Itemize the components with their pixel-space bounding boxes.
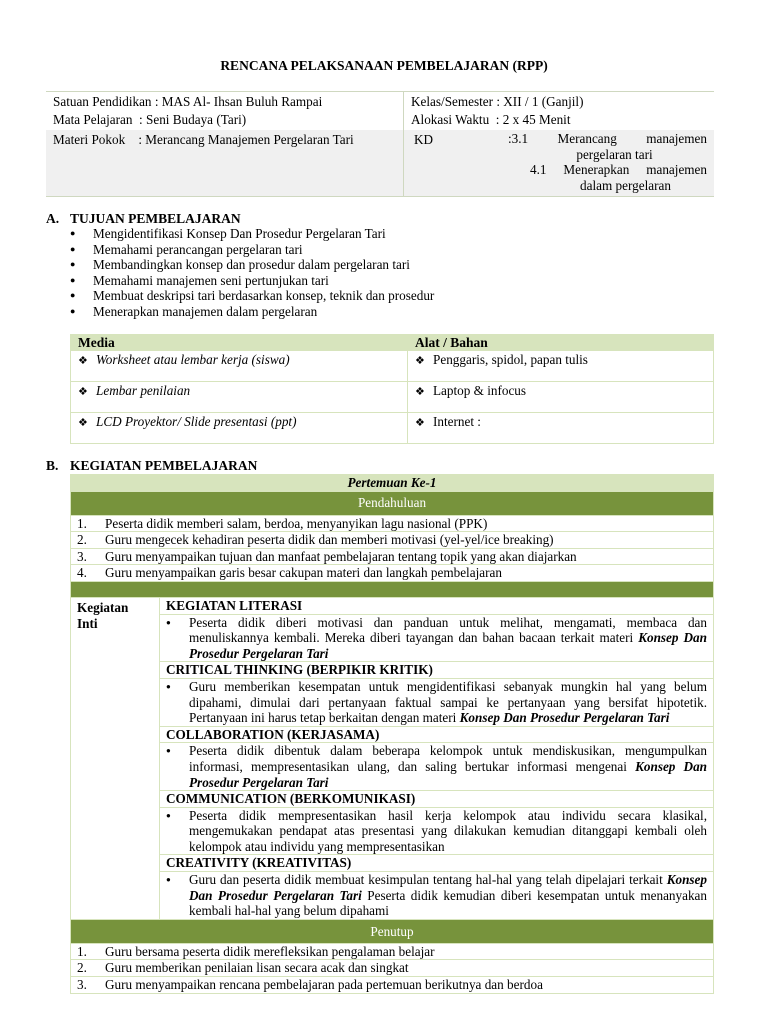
list-item: ● Memahami manajemen seni pertunjukan tari [70, 273, 710, 289]
item-number: 1. [77, 515, 87, 531]
materi-pokok: Materi Pokok : Merancang Manajemen Pergelaran Tari [53, 132, 354, 147]
item-text: Guru menyampaikan tujuan dan manfaat pembelajaran tentang topik yang akan diajarkan [105, 548, 577, 564]
kegiatan-inti-label [71, 597, 160, 919]
kegiatan-label-line: Kegiatan [77, 599, 129, 615]
section-a-heading [46, 211, 241, 227]
table-row [71, 351, 714, 382]
diamond-bullet-icon: ❖ [415, 355, 425, 367]
item-number: 4. [77, 565, 87, 581]
critical-text: ● Guru memberikan kesempatan untuk mengidentifikasi sebanyak mungkin hal yang belum dipahami, dimulai dari pertanyaan faktual sampai ke pertanyaan yang bersifat hipotetik. Pertanyaan ini harus tetap berkaitan dengan materi Konsep Dan Prosedur Pergelaran Tari [160, 678, 714, 726]
item-text: Guru menyampaikan rencana pembelajaran pada pertemuan berikutnya dan berdoa [105, 977, 543, 993]
list-item: ● Membandingkan konsep dan prosedur dalam pergelaran tari [70, 257, 710, 273]
item-number: 3. [77, 548, 87, 564]
media-cell-text: Worksheet atau lembar kerja (siswa) [96, 352, 290, 367]
item-text: Guru menyampaikan garis besar cakupan materi dan langkah pembelajaran [105, 565, 502, 581]
section-b-letter: B. [46, 458, 59, 473]
creativity-heading: CREATIVITY (KREATIVITAS) [160, 855, 714, 872]
item-number: 1. [77, 943, 87, 959]
section-a-title: TUJUAN PEMBELAJARAN [70, 211, 241, 226]
media-cell [71, 351, 408, 382]
section-a-letter: A. [46, 211, 60, 226]
mata-pelajaran: Mata Pelajaran : Seni Budaya (Tari) [53, 112, 247, 127]
alat-header: Alat / Bahan [408, 335, 714, 351]
table-row [71, 382, 714, 413]
kd-item-line: 4.1 Menerapkan manajemen [530, 162, 707, 177]
table-row [71, 532, 714, 549]
item-text: Guru memberikan penilaian lisan secara acak dan singkat [105, 960, 409, 976]
table-row [71, 548, 714, 565]
kd-item [508, 162, 707, 193]
literasi-text: ● Peserta didik diberi motivasi dan panduan untuk melihat, mengamati, membaca dan menuliskannya kembali. Mereka diberi tayangan dan bahan bacaan terkait materi Konsep Dan Prosedur Pergelaran Tari [160, 614, 714, 662]
item-number: 3. [77, 977, 87, 993]
creativity-text: ● Guru dan peserta didik membuat kesimpulan tentang hal-hal yang telah dipelajari terkait Konsep Dan Prosedur Pergelaran Tari Peserta didik kemudian diberi kesempatan untuk menanyakan kembali hal-hal yang belum dipahami [160, 872, 714, 920]
diamond-bullet-icon: ❖ [78, 355, 88, 367]
media-cell [71, 413, 408, 444]
list-item: ● Mengidentifikasi Konsep Dan Prosedur Pergelaran Tari [70, 226, 710, 242]
media-header: Media [71, 335, 408, 351]
table-row [71, 943, 714, 960]
item-number: 2. [77, 960, 87, 976]
diamond-bullet-icon: ❖ [78, 417, 88, 429]
kelas-semester: Kelas/Semester : XII / 1 (Ganjil) [411, 94, 584, 109]
document-title: RENCANA PELAKSANAAN PEMBELAJARAN (RPP) [220, 58, 548, 73]
media-cell [71, 382, 408, 413]
literasi-heading: KEGIATAN LITERASI [160, 597, 714, 614]
collaboration-text: ● Peserta didik dibentuk dalam beberapa kelompok untuk mendiskusikan, mengumpulkan informasi, mempresentasikan ulang, dan saling bertukar informasi mengenai Konsep Dan Prosedur Pergelaran Tari [160, 743, 714, 791]
table-row [71, 977, 714, 994]
identity-cell-materi [46, 130, 404, 197]
identity-cell-school [46, 92, 404, 131]
item-text: Guru bersama peserta didik merefleksikan pengalaman belajar [105, 943, 435, 959]
identity-table [46, 91, 714, 197]
alat-cell [408, 413, 714, 444]
alat-cell-text: Penggaris, spidol, papan tulis [433, 352, 588, 367]
section-b-heading [46, 458, 257, 474]
diamond-bullet-icon: ❖ [415, 386, 425, 398]
item-text: Guru mengecek kehadiran peserta didik dan memberi motivasi (yel-yel/ice breaking) [105, 532, 554, 548]
diamond-bullet-icon: ❖ [78, 386, 88, 398]
communication-text: ● Peserta didik mempresentasikan hasil kerja kelompok atau individu secara klasikal, mengemukakan pendapat atas presentasi yang dilakukan kemudian ditanggapi kembali oleh kelompok atau individu yang mempresentasikan [160, 807, 714, 855]
item-text: Peserta didik memberi salam, berdoa, menyanyikan lagu nasional (PPK) [105, 515, 488, 531]
table-row [71, 413, 714, 444]
kd-item-line: :3.1 Merancang manajemen [508, 131, 707, 146]
kd-item-cont: pergelaran tari [576, 146, 653, 162]
penutup-header: Penutup [71, 919, 714, 943]
inti-label-line: Inti [77, 615, 98, 631]
alat-cell [408, 382, 714, 413]
section-separator [71, 581, 714, 597]
satuan-pendidikan: Satuan Pendidikan : MAS Al- Ihsan Buluh Rampai [53, 94, 323, 109]
section-b-title: KEGIATAN PEMBELAJARAN [70, 458, 258, 473]
meeting-header: Pertemuan Ke-1 [71, 475, 714, 492]
communication-heading: COMMUNICATION (BERKOMUNIKASI) [160, 791, 714, 808]
kd-label: KD [414, 132, 434, 147]
table-row [71, 565, 714, 582]
alat-cell [408, 351, 714, 382]
alokasi-waktu: Alokasi Waktu : 2 x 45 Menit [411, 112, 571, 127]
identity-cell-kd [404, 130, 715, 197]
item-number: 2. [77, 532, 87, 548]
tujuan-list [70, 226, 710, 319]
alat-cell-text: Laptop & infocus [433, 383, 527, 398]
alat-cell-text: Internet : [433, 414, 481, 429]
media-cell-text: Lembar penilaian [96, 383, 191, 398]
identity-cell-class [404, 92, 715, 131]
critical-heading: CRITICAL THINKING (BERPIKIR KRITIK) [160, 662, 714, 679]
media-cell-text: LCD Proyektor/ Slide presentasi (ppt) [96, 414, 297, 429]
kd-item-cont: dalam pergelaran [580, 177, 671, 193]
table-row [71, 515, 714, 532]
list-item: ● Menerapkan manajemen dalam pergelaran [70, 304, 710, 320]
list-item: ● Memahami perancangan pergelaran tari [70, 242, 710, 258]
table-row [71, 960, 714, 977]
kegiatan-table [70, 474, 714, 994]
list-item: ● Membuat deskripsi tari berdasarkan konsep, teknik dan prosedur [70, 288, 710, 304]
pendahuluan-header: Pendahuluan [71, 491, 714, 515]
media-table [70, 334, 714, 444]
diamond-bullet-icon: ❖ [415, 417, 425, 429]
kd-item [508, 131, 707, 162]
collaboration-heading: COLLABORATION (KERJASAMA) [160, 726, 714, 743]
